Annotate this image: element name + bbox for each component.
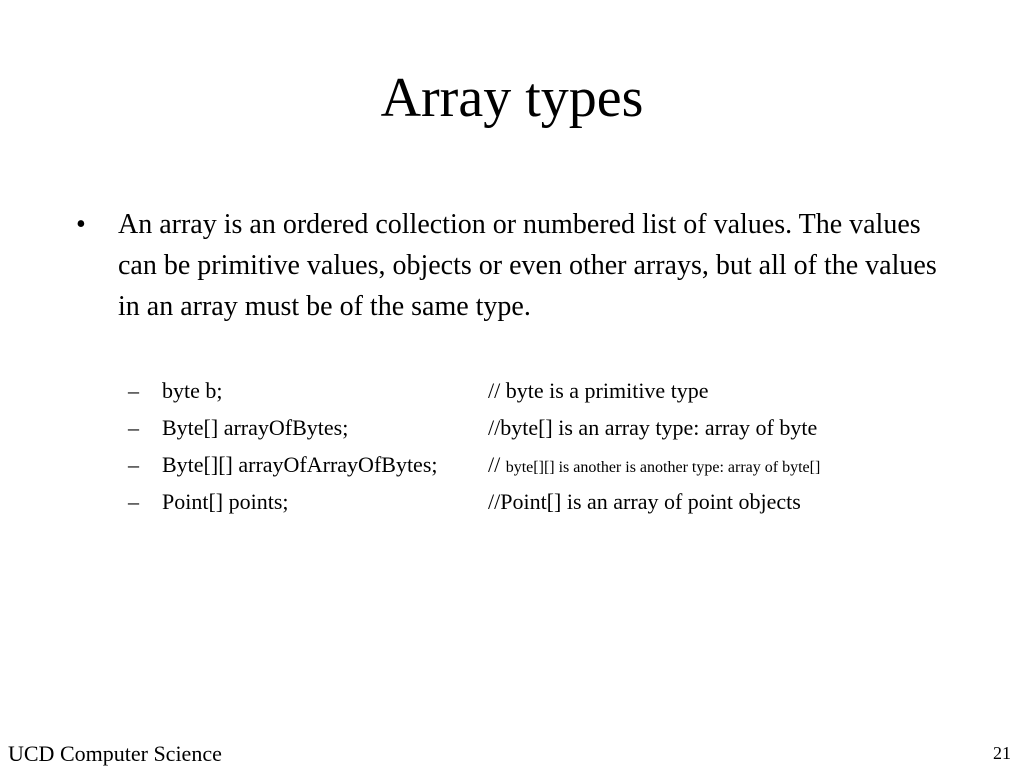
code-text: Point[] points; (162, 489, 289, 514)
dash-mark: – (128, 378, 139, 403)
comment-prefix: // (488, 452, 506, 477)
comment-text: byte[][] is another is another type: array of byte[] (505, 459, 821, 476)
comment-text: //Point[] is an array of point objects (488, 489, 801, 514)
code-text: Byte[][] arrayOfArrayOfBytes; (162, 452, 438, 477)
bullet-mark: • (76, 209, 86, 240)
comment-text: //byte[] is an array type: array of byte (488, 415, 818, 440)
dash-mark: – (128, 452, 139, 477)
dash-mark: – (128, 489, 139, 514)
code-text: Byte[] arrayOfBytes; (162, 415, 349, 440)
sub-bullet-list (128, 372, 1008, 520)
comment-text: // byte is a primitive type (488, 378, 709, 403)
page-number: 21 (993, 743, 1011, 763)
bullet-text: An array is an ordered collection or numbered list of values. The values can be primitive values, objects or even other arrays, but all of the values in an array must be of the same type. (118, 209, 937, 322)
footer-label: UCD Computer Science (8, 741, 222, 766)
comment-group (488, 446, 820, 486)
code-text: byte b; (162, 378, 223, 403)
slide-title: Array types (380, 67, 644, 129)
sub-bullet-item (128, 483, 1008, 520)
sub-bullet-item (128, 409, 1008, 446)
sub-bullet-item (128, 446, 1008, 483)
sub-bullet-item (128, 372, 1008, 409)
dash-mark: – (128, 415, 139, 440)
main-bullet (76, 204, 956, 327)
